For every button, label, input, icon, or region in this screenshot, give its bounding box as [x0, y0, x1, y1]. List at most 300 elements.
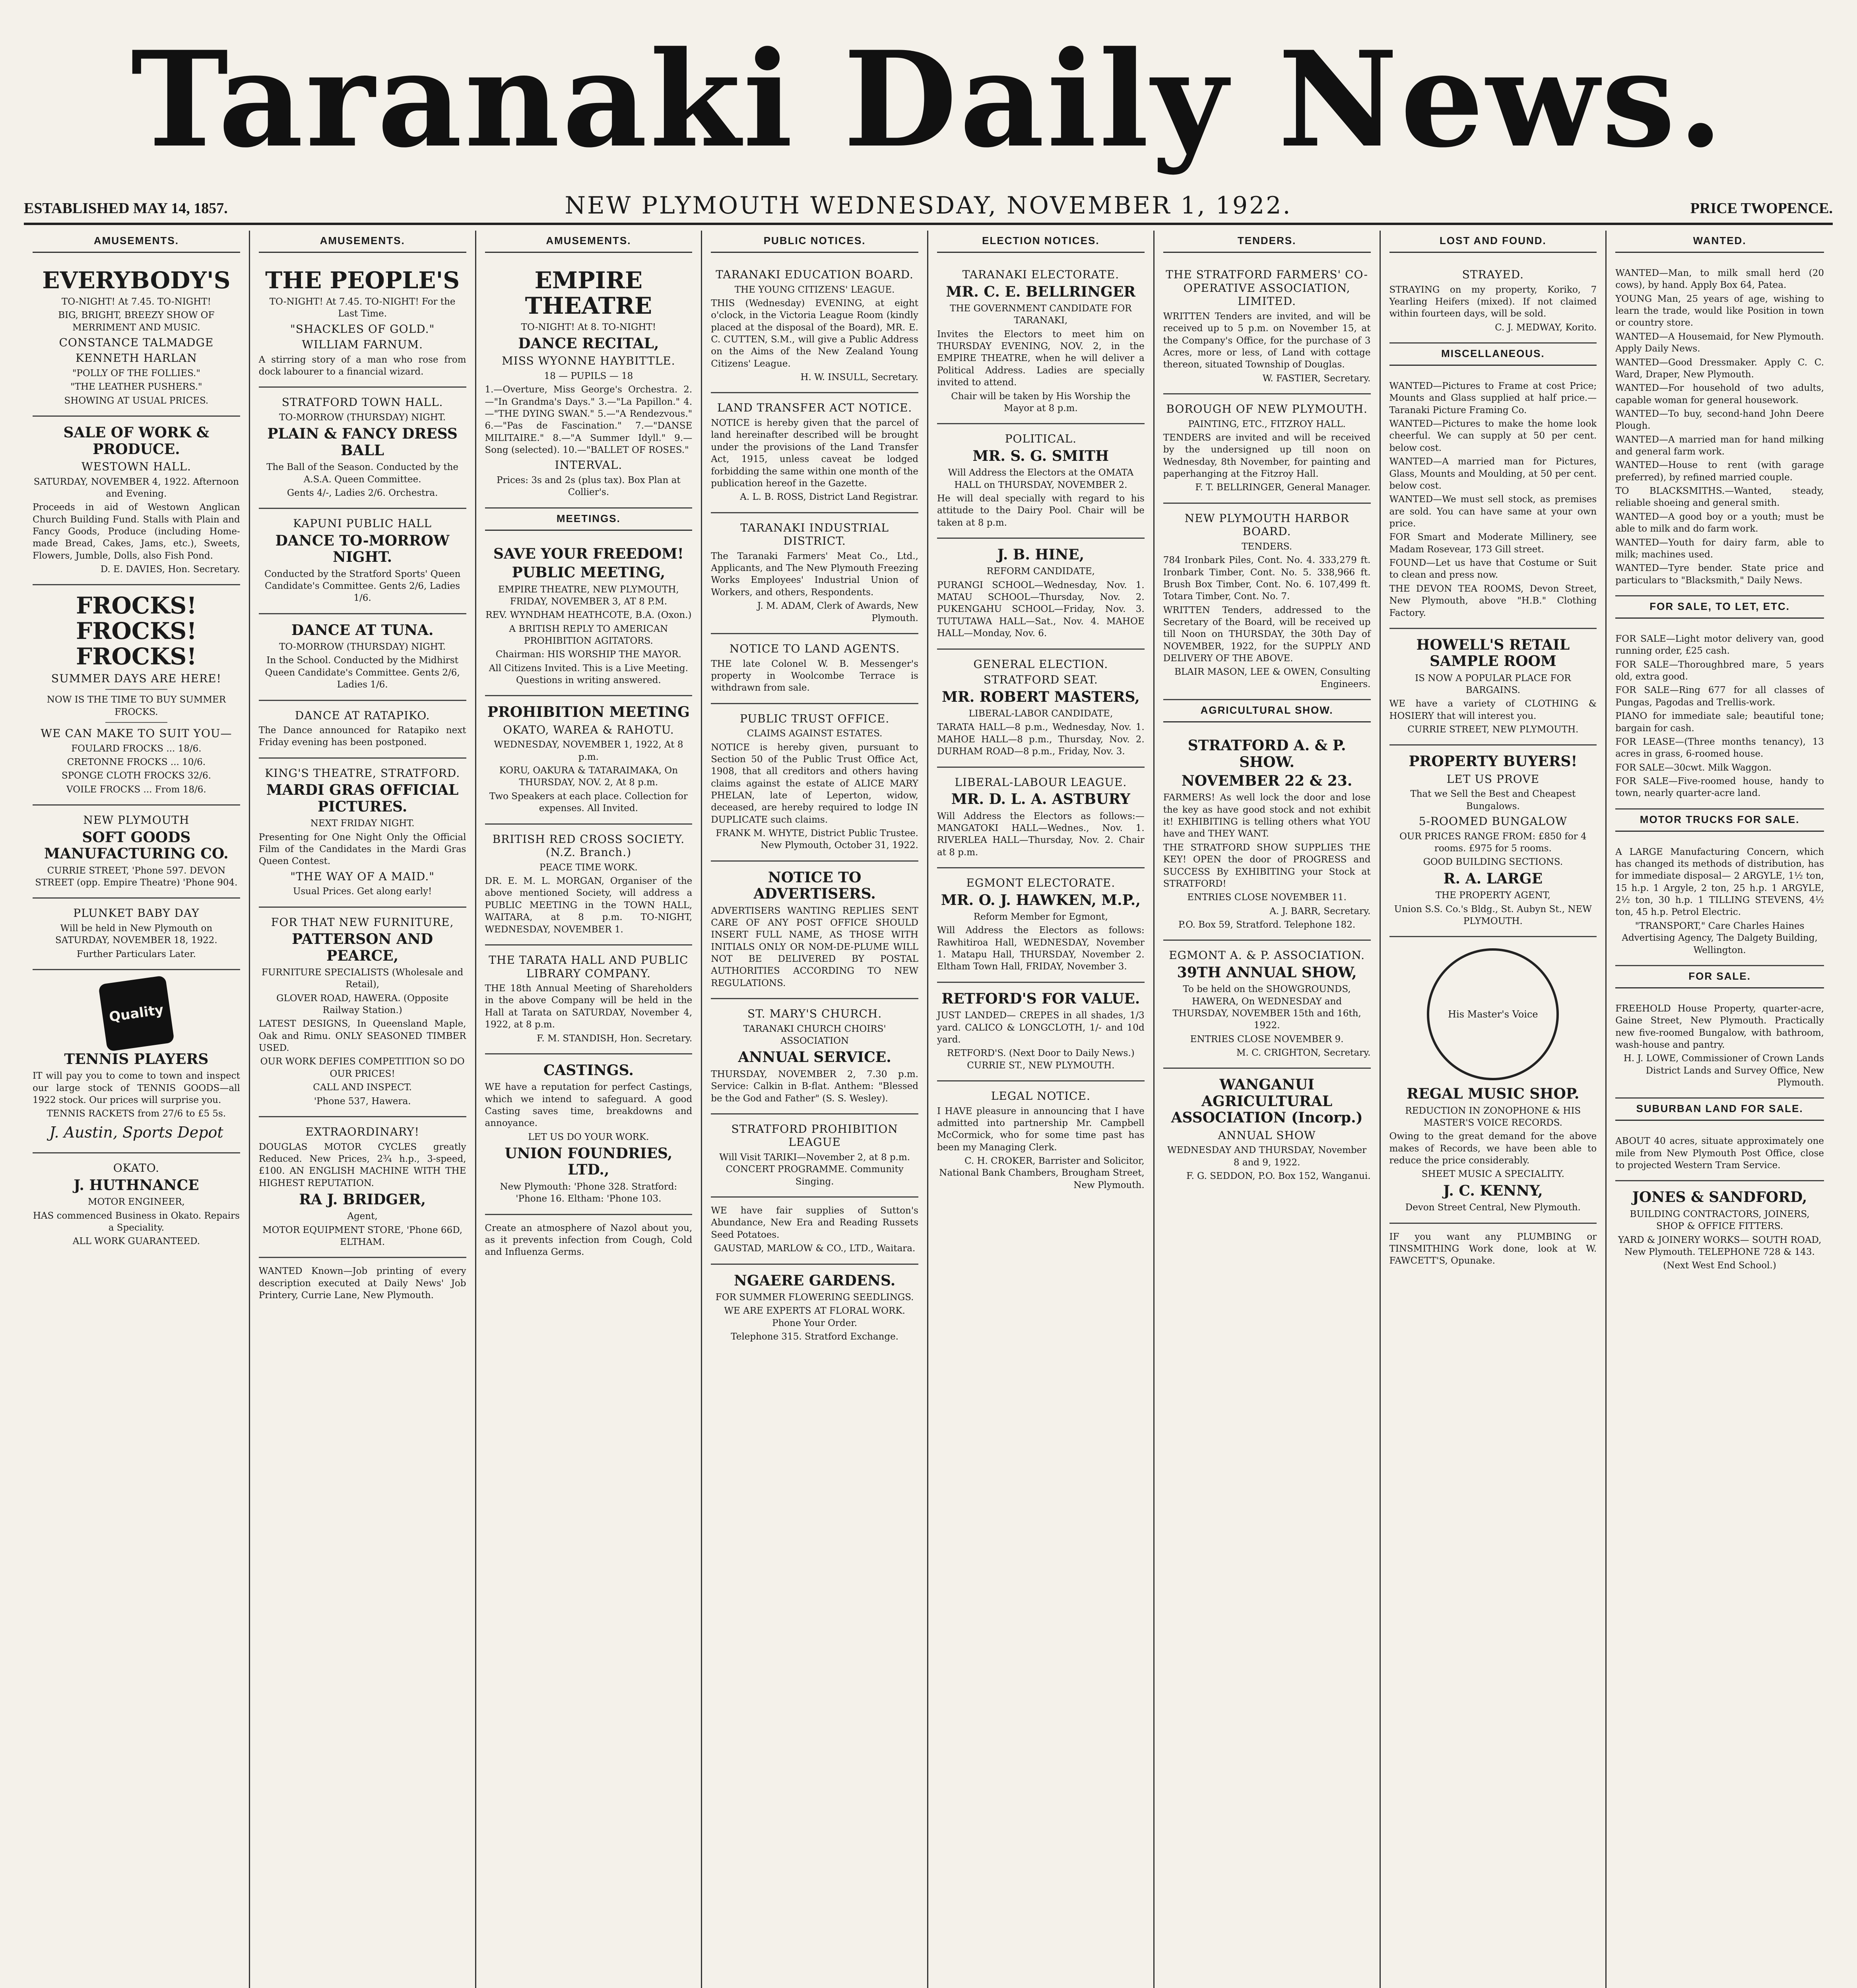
ad-text: DR. E. M. L. MORGAN, Organiser of the above mentioned Society, will address a PUBLIC MEETING in the TOWN HALL, WAITARA, at 8 p.m. TO-NIGHT, WEDNESDAY, NOVEMBER 1.: [485, 876, 693, 935]
ad-text: Owing to the great demand for the above makes of Records, we have been able to reduce the price considerably.: [1389, 1131, 1597, 1166]
ad-masters: [937, 650, 1145, 768]
ad-line: UNION FOUNDRIES, LTD.,: [505, 1145, 673, 1178]
column-7: [1381, 231, 1607, 1988]
ad-regal-music: [1389, 937, 1597, 1223]
ad-line: DANCE RECITAL,: [518, 335, 659, 352]
ad-text: IT will pay you to come to town and inspect our large stock of TENNIS GOODS—all 1922 stock. Our prices will surprise you.: [33, 1071, 240, 1105]
ad-line: Agent,: [347, 1211, 378, 1222]
ad-line: CLAIMS AGAINST ESTATES.: [747, 728, 883, 739]
ad-line: SUMMER DAYS ARE HERE!: [51, 672, 221, 685]
ad-line: Conducted by the Stratford Sports' Queen Candidate's Committee. Gents 2/6, Ladies 1/6.: [264, 569, 461, 604]
list-item: FOR SALE—30cwt. Milk Waggon.: [1615, 762, 1772, 773]
ad-text: STRAYING on my property, Koriko, 7 Yearling Heifers (mixed). If not claimed within fourteen days, will be sold.: [1389, 284, 1597, 319]
ad-signature: W. FASTIER, Secretary.: [1262, 373, 1371, 384]
ad-land-transfer: [711, 393, 918, 513]
ad-title: NEW PLYMOUTH HARBOR BOARD.: [1184, 511, 1349, 538]
ad-title: STRATFORD A. & P. SHOW.: [1188, 737, 1346, 771]
column-heading: TENDERS.: [1163, 231, 1371, 253]
ad-line: MR. S. G. SMITH: [972, 447, 1109, 464]
ad-title: SOFT GOODS MANUFACTURING CO.: [44, 829, 229, 862]
ad-strayed: [1389, 260, 1597, 344]
divider: [105, 722, 168, 723]
ad-title: SALE OF WORK & PRODUCE.: [63, 424, 210, 458]
ad-title: PLUNKET BABY DAY: [73, 907, 200, 920]
ad-line: RA J. BRIDGER,: [299, 1191, 426, 1208]
ad-line: MR. C. E. BELLRINGER: [946, 283, 1136, 300]
ad-title: TARANAKI EDUCATION BOARD.: [716, 268, 914, 281]
section-heading: FOR SALE.: [1615, 966, 1824, 988]
ad-line: MOTOR EQUIPMENT STORE, 'Phone 66D, ELTHAM.: [262, 1225, 463, 1248]
list-item: FOR SALE—Five-roomed house, handy to town, nearly quarter-acre land.: [1615, 776, 1824, 799]
ad-title: ST. MARY'S CHURCH.: [747, 1007, 882, 1021]
ad-signature: FRANK M. WHYTE, District Public Trustee. New Plymouth, October 31, 1922.: [716, 828, 918, 851]
list-item: FOUND—Let us have that Costume or Suit to clean and press now.: [1389, 558, 1597, 580]
list-item: WANTED—We must sell stock, as premises are sold. You can have same at your own price.: [1389, 494, 1597, 529]
ad-line: WE ARE EXPERTS AT FLORAL WORK. Phone Your Order.: [724, 1306, 905, 1328]
list-item: WANTED—Man, to milk small herd (20 cows), by hand. Apply Box 64, Patea.: [1615, 268, 1824, 291]
ad-line: (Next West End School.): [1663, 1260, 1776, 1271]
ad-text: FREEHOLD House Property, quarter-acre, Gaine Street, New Plymouth. Practically new five-roomed Bungalow, with bathroom, wash-house and pantry.: [1615, 1003, 1824, 1050]
ad-line: REFORM CANDIDATE,: [986, 566, 1095, 577]
ad-title: NOTICE TO ADVERTISERS.: [753, 869, 876, 903]
ad-nazol: [485, 1215, 693, 1267]
ad-harbor-board: [1163, 504, 1371, 701]
ad-line: SHEET MUSIC A SPECIALITY.: [1421, 1169, 1564, 1180]
ad-text: TARATA HALL—8 p.m., Wednesday, Nov. 1. MAHOE HALL—8 p.m., Thursday, Nov. 2. DURHAM ROAD—8 p.m., Friday, Nov. 3.: [937, 722, 1145, 757]
list-item: FOR SALE—Thoroughbred mare, 5 years old, extra good.: [1615, 659, 1824, 682]
ad-title: J. HUTHNANCE: [74, 1177, 199, 1194]
ad-line: PUBLIC MEETING,: [512, 564, 666, 581]
ad-line: THE GOVERNMENT CANDIDATE FOR TARANAKI,: [950, 303, 1132, 326]
ad-text: WRITTEN Tenders are invited, and will be received up to 5 p.m. on November 15, at the Company's Office, for the purchase of 3 Acres, more or less, of Land with cottage thereon, situated Township of Douglas.: [1163, 311, 1371, 370]
ad-title: THE STRATFORD FARMERS' CO-OPERATIVE ASSOCIATION, LIMITED.: [1166, 268, 1368, 308]
ad-line: TO-MORROW (THURSDAY) NIGHT.: [279, 642, 446, 652]
ad-line: INTERVAL.: [555, 458, 623, 472]
ad-line: BIG, BRIGHT, BREEZY SHOW OF MERRIMENT AND MUSIC.: [58, 310, 215, 333]
column-3: [476, 231, 702, 1988]
ad-line: R. A. LARGE: [1443, 870, 1543, 887]
ad-title: EXTRAORDINARY!: [305, 1125, 419, 1138]
ad-line: GOOD BUILDING SECTIONS.: [1423, 857, 1563, 868]
ad-tuna: [259, 614, 466, 701]
ad-line: TO-NIGHT! At 7.45. TO-NIGHT! For the Last Time.: [269, 296, 456, 319]
ad-text: A stirring story of a man who rose from dock labourer to a financial wizard.: [258, 354, 466, 377]
column-heading: AMUSEMENTS.: [33, 231, 240, 253]
ad-title: NOTICE TO LAND AGENTS.: [729, 642, 900, 655]
ad-text: DOUGLAS MOTOR CYCLES greatly Reduced. New Prices, 2¾ h.p., 3-speed, £100. AN ENGLISH MACHINE WITH THE HIGHEST REPUTATION.: [258, 1142, 466, 1188]
ad-job-printing: [259, 1258, 466, 1310]
ad-line: Will Visit TARIKI—November 2, at 8 p.m. CONCERT PROGRAMME. Community Singing.: [719, 1152, 910, 1187]
ad-astbury: [937, 768, 1145, 868]
ad-line: "THE WAY OF A MAID.": [290, 870, 435, 883]
ad-line: OUR PRICES RANGE FROM: £850 for 4 rooms. £975 for 5 rooms.: [1399, 831, 1587, 854]
ad-line: MOTOR ENGINEER,: [87, 1197, 185, 1208]
dateline: [24, 187, 1833, 225]
ad-okato: [33, 1153, 240, 1256]
ad-title: CASTINGS.: [543, 1062, 634, 1079]
ad-text: A LARGE Manufacturing Concern, which has changed its methods of distribution, has for immediate disposal— 2 ARGYLE, 1½ ton, 15 h.p. 1 Argyle, 2 ton, 25 h.p. 1 ARGYLE, 2½ ton, 30 h.p. 1 TILLING STEVENS, 4½ ton, 45 h.p. Petrol Electric.: [1615, 846, 1824, 918]
ad-line: Chairman: HIS WORSHIP THE MAYOR.: [495, 649, 681, 660]
ad-line: CURRIE STREET, NEW PLYMOUTH.: [1407, 724, 1579, 735]
ad-title: HOWELL'S RETAIL SAMPLE ROOM: [1416, 636, 1570, 670]
ad-text: Will Address the Electors as follows:— MANGATOKI HALL—Wednes., Nov. 1. RIVERLEA HALL—Thursday, Nov. 2. Chair at 8 p.m.: [937, 811, 1145, 858]
ad-text: WE have a reputation for perfect Castings, which we intend to safeguard. A good Casting saves time, breakdowns and annoyance.: [485, 1082, 693, 1129]
ad-line: New Plymouth: 'Phone 328. Stratford: 'Phone 16. Eltham: 'Phone 103.: [500, 1181, 677, 1204]
handwritten-signature: J. Austin, Sports Depot: [49, 1123, 223, 1141]
ad-save-your-freedom: [485, 538, 693, 697]
ad-text: WANTED Known—Job printing of every description executed at Daily News' Job Printery, Currie Lane, New Plymouth.: [258, 1266, 466, 1301]
ad-line: STRATFORD SEAT.: [983, 673, 1098, 687]
ad-title: BOROUGH OF NEW PLYMOUTH.: [1166, 402, 1368, 415]
ad-line: TO-NIGHT! At 7.45. TO-NIGHT!: [61, 296, 211, 307]
ad-line: 'Phone 537, Hawera.: [314, 1096, 411, 1107]
ad-title: JONES & SANDFORD,: [1632, 1189, 1807, 1206]
ad-smith: [937, 424, 1145, 539]
ad-line: ANNUAL SERVICE.: [738, 1049, 891, 1066]
ad-title: NGAERE GARDENS.: [733, 1272, 896, 1289]
ad-line: FOR SUMMER FLOWERING SEEDLINGS.: [715, 1292, 914, 1303]
ad-signature: M. C. CRIGHTON, Secretary.: [1236, 1048, 1371, 1058]
ad-text: Create an atmosphere of Nazol about you, as it prevents infection from Cough, Cold and Influenza Germs.: [485, 1223, 693, 1258]
ad-title: DANCE AT RATAPIKO.: [295, 709, 430, 722]
ad-line: MARDI GRAS OFFICIAL PICTURES.: [266, 782, 459, 815]
list-item: THE DEVON TEA ROOMS, Devon Street, New Plymouth, above "H.B." Clothing Factory.: [1389, 583, 1597, 618]
ad-property-buyers: [1389, 746, 1597, 937]
ad-title: MR. D. L. A. ASTBURY: [951, 791, 1130, 808]
ad-text: ABOUT 40 acres, situate approximately one mile from New Plymouth Post Office, close to projected Western Tram Service.: [1615, 1136, 1824, 1171]
ad-line: TO-MORROW (THURSDAY) NIGHT.: [279, 412, 446, 423]
ad-text: I HAVE pleasure in announcing that I have admitted into partnership Mr. Campbell McCormick, who for some time past has been my Managing Clerk.: [937, 1106, 1145, 1153]
ad-line: CONSTANCE TALMADGE: [59, 336, 214, 349]
ad-notice-to-advertisers: [711, 862, 918, 999]
ad-line: CALL AND INSPECT.: [313, 1082, 412, 1093]
ad-legal-notice: [937, 1081, 1145, 1200]
ad-line: Will Address the Electors at the OMATA HALL on THURSDAY, NOVEMBER 2.: [948, 468, 1134, 490]
logo-caption: His Master's Voice: [1448, 1009, 1538, 1020]
ad-line: "THE LEATHER PUSHERS.": [70, 382, 202, 392]
list-item: WANTED—To buy, second-hand John Deere Plough.: [1615, 408, 1824, 431]
ad-line: EGMONT ELECTORATE.: [966, 876, 1116, 889]
ad-text: WRITTEN Tenders, addressed to the Secretary of the Board, will be received up till Noon on THURSDAY, the 30th Day of NOVEMBER, 1922, for the SUPPLY AND DELIVERY OF THE ABOVE.: [1163, 605, 1371, 664]
ad-text: FARMERS! As well lock the door and lose the key as have good stock and not exhibit it! EXHIBITING is telling others what YOU have and THEY WANT.: [1163, 792, 1371, 839]
ad-line: The Ball of the Season. Conducted by the A.S.A. Queen Committee.: [266, 462, 459, 485]
list-item: YOUNG Man, 25 years of age, wishing to learn the trade, would like Position in town or country store.: [1615, 293, 1824, 328]
ad-line: Telephone 315. Stratford Exchange.: [731, 1332, 898, 1342]
ad-seed-potatoes: [711, 1198, 918, 1264]
section-heading: MEETINGS.: [485, 509, 693, 531]
ad-plunket: [33, 899, 240, 970]
ad-line: SPONGE CLOTH FROCKS 32/6.: [61, 771, 211, 781]
list-item: WANTED—A married man for hand milking and general farm work.: [1615, 434, 1824, 457]
ad-title: PROHIBITION MEETING: [487, 704, 690, 721]
ad-title: LAND TRANSFER ACT NOTICE.: [717, 401, 912, 415]
ad-empire-theatre: [485, 260, 693, 509]
ad-text: Proceeds in aid of Westown Anglican Church Building Fund. Stalls with Plain and Fancy Goods, Produce (including Home-made Bread, Cakes, Jams, etc.), Sweets, Flowers, Jumble, Dolls, also Fish Pond.: [33, 502, 240, 561]
ad-line: All Citizens Invited. This is a Live Meeting. Questions in writing answered.: [489, 663, 688, 686]
ad-line: LIBERAL-LABOUR LEAGUE.: [955, 775, 1127, 789]
ad-tarata-hall: [485, 945, 693, 1054]
ad-text: THIS (Wednesday) EVENING, at eight o'clock, in the Victoria League Room (kindly placed at the disposal of the Board), MR. E. C. CUTTEN, S.M., will give a Public Address on the Aims of the New Zealand Young Citizens' League.: [711, 298, 918, 369]
ad-line: WILLIAM FARNUM.: [302, 338, 423, 351]
ad-st-marys: [711, 999, 918, 1114]
ad-line: TENNIS RACKETS from 27/6 to £5 5s.: [47, 1109, 226, 1119]
ad-line: Usual Prices. Get along early!: [293, 886, 432, 897]
ad-signature: H. J. LOWE, Commissioner of Crown Lands District Lands and Survey Office, New Plymouth.: [1623, 1053, 1824, 1088]
ad-signature: C. H. CROKER, Barrister and Solicitor, National Bank Chambers, Brougham Street, New Plymouth.: [939, 1155, 1145, 1190]
ad-kapuni: [259, 509, 466, 614]
ad-text: WE have fair supplies of Sutton's Abundance, New Era and Reading Russets Seed Potatoes.: [711, 1206, 918, 1240]
list-item: WANTED—A good boy or a youth; must be able to milk and do farm work.: [1615, 511, 1824, 534]
ad-line: "SHACKLES OF GOLD.": [290, 322, 435, 336]
ad-line: OUR WORK DEFIES COMPETITION SO DO OUR PRICES!: [260, 1056, 465, 1079]
ad-line: LET US DO YOUR WORK.: [528, 1132, 649, 1142]
ad-line: ANNUAL SHOW: [1218, 1128, 1316, 1142]
list-item: FOR LEASE—(Three months tenancy), 13 acres in grass, 6-roomed house.: [1615, 736, 1824, 759]
ad-signature: GAUSTAD, MARLOW & CO., LTD., Waitara.: [714, 1243, 916, 1254]
ad-line: LET US PROVE: [1446, 772, 1540, 786]
ad-signature: A. J. BARR, Secretary.: [1269, 906, 1371, 916]
ad-signature: F. M. STANDISH, Hon. Secretary.: [537, 1033, 693, 1044]
ad-land-agents: [711, 634, 918, 704]
column-8: [1607, 231, 1833, 1988]
list-item: WANTED—Good Dressmaker. Apply C. C. Ward, Draper, New Plymouth.: [1615, 357, 1824, 380]
ad-hawken: [937, 868, 1145, 983]
ad-line: WEDNESDAY AND THURSDAY, November 8 and 9, 1922.: [1167, 1145, 1367, 1168]
ad-title: LEGAL NOTICE.: [991, 1089, 1091, 1103]
list-item: WANTED—Pictures to make the home look cheerful. We can supply at 50 per cent. below cost.: [1389, 419, 1597, 453]
ad-text: IF you want any PLUMBING or TINSMITHING Work done, look at W. FAWCETT'S, Opunake.: [1389, 1231, 1597, 1266]
ad-title: SAVE YOUR FREEDOM!: [493, 545, 684, 562]
ad-line: ENTRIES CLOSE NOVEMBER 9.: [1190, 1034, 1344, 1044]
ad-title: THE PEOPLE'S: [265, 267, 460, 294]
ad-line: 18 — PUPILS — 18: [544, 371, 633, 381]
ad-line: "POLLY OF THE FOLLIES.": [72, 368, 200, 379]
column-heading: AMUSEMENTS.: [485, 231, 693, 253]
ad-line: NOVEMBER 22 & 23.: [1181, 772, 1352, 789]
ad-stratford-show: [1163, 730, 1371, 941]
ad-line: TENDERS.: [1242, 541, 1292, 552]
ad-title: STRATFORD PROHIBITION LEAGUE: [731, 1122, 898, 1149]
ad-signature: "TRANSPORT," Care Charles Haines Advertising Agency, The Dalgety Building, Wellington.: [1622, 920, 1818, 955]
ad-text: THE 18th Annual Meeting of Shareholders in the above Company will be held in the Hall at Tarata on SATURDAY, November 4, 1922, at 8 p.m.: [485, 983, 693, 1030]
ad-title: REGAL MUSIC SHOP.: [1407, 1085, 1580, 1103]
ad-line: That we Sell the Best and Cheapest Bungalows.: [1410, 789, 1576, 812]
ad-signature: H. W. INSULL, Secretary.: [800, 372, 918, 383]
list-item: FOR Smart and Moderate Millinery, see Madam Rosevear, 173 Gill street.: [1389, 532, 1597, 555]
ad-motor-trucks: [1615, 839, 1824, 966]
ad-howells: [1389, 629, 1597, 746]
ad-text: THURSDAY, NOVEMBER 2, 7.30 p.m. Service: Calkin in B-flat. Anthem: "Blessed be the God and Father" (S. S. Wesley).: [711, 1069, 918, 1104]
ad-title: MR. O. J. HAWKEN, M.P.,: [941, 891, 1141, 909]
column-heading: LOST AND FOUND.: [1389, 231, 1597, 253]
ad-line: Chair will be taken by His Worship the Mayor at 8 p.m.: [951, 391, 1131, 414]
ad-title: KING'S THEATRE, STRATFORD.: [265, 766, 460, 780]
list-item: TO BLACKSMITHS.—Wanted, steady, reliable shoeing and general smith.: [1615, 486, 1824, 509]
ad-signature: D. E. DAVIES, Hon. Secretary.: [100, 564, 240, 575]
list-item: WANTED—For household of two adults, capable woman for general housework.: [1615, 383, 1824, 406]
ad-text: LATEST DESIGNS, In Queensland Maple, Oak and Rimu. ONLY SEASONED TIMBER USED.: [258, 1019, 466, 1054]
ad-line: FOR THAT NEW FURNITURE,: [271, 915, 454, 929]
ad-title: EMPIRE THEATRE: [525, 267, 652, 319]
ad-line: NEXT FRIDAY NIGHT.: [310, 818, 415, 829]
list-item: WANTED—Tyre bender. State price and particulars to "Blacksmith," Daily News.: [1615, 563, 1824, 586]
ad-text: TENDERS are invited and will be received by the undersigned up till noon on Wednesday, 8th November, for painting and paperhanging at the Fitzroy Hall.: [1163, 432, 1371, 479]
ad-castings: [485, 1054, 693, 1215]
ad-sale-of-work: [33, 417, 240, 585]
ad-line: PAINTING, ETC., FITZROY HALL.: [1188, 419, 1346, 429]
ad-for-sale-list: [1615, 626, 1824, 810]
ad-title: STRAYED.: [1462, 268, 1524, 281]
ad-line: HAS commenced Business in Okato. Repairs a Speciality.: [33, 1210, 240, 1233]
ad-freehold: [1615, 996, 1824, 1099]
list-item: WANTED—House to rent (with garage preferred), by refined married couple.: [1615, 460, 1824, 483]
ad-line: NEW PLYMOUTH: [83, 813, 190, 827]
ad-title: TARANAKI INDUSTRIAL DISTRICT.: [740, 521, 889, 548]
ad-wanganui-show: [1163, 1069, 1371, 1191]
ad-line: Prices: 3s and 2s (plus tax). Box Plan at Collier's.: [497, 475, 681, 498]
ad-title: MR. ROBERT MASTERS,: [941, 688, 1140, 705]
ad-line: PEACE TIME WORK.: [539, 862, 638, 873]
ad-line: KORU, OAKURA & TATARAIMAKA, On THURSDAY, NOV. 2, At 8 p.m.: [499, 765, 678, 788]
ad-plumbing: [1389, 1224, 1597, 1276]
column-5: [928, 231, 1155, 1988]
ad-line: Two Speakers at each place. Collection for expenses. All Invited.: [489, 791, 688, 814]
ad-line: IS NOW A POPULAR PLACE FOR BARGAINS.: [1415, 673, 1571, 695]
ad-public-trust: [711, 704, 918, 862]
ad-line: Union S.S. Co.'s Bldg., St. Aubyn St., NEW PLYMOUTH.: [1394, 904, 1592, 926]
ad-peoples: [259, 260, 466, 388]
ad-ngaere-gardens: [711, 1265, 918, 1352]
ad-line: ENTRIES CLOSE NOVEMBER 11.: [1187, 892, 1347, 903]
ad-line: OKATO.: [113, 1161, 160, 1175]
divider: [105, 689, 168, 690]
ad-title: TARANAKI ELECTORATE.: [962, 268, 1120, 281]
ad-egmont-show: [1163, 941, 1371, 1069]
ad-signature: BLAIR MASON, LEE & OWEN, Consulting Engineers.: [1174, 667, 1371, 689]
ad-line: P.O. Box 59, Stratford. Telephone 182.: [1178, 919, 1356, 930]
ad-signature: C. J. MEDWAY, Korito.: [1495, 322, 1597, 333]
ad-line: BUILDING CONTRACTORS, JOINERS, SHOP & OFFICE FITTERS.: [1630, 1209, 1810, 1232]
ad-prohibition-meeting: [485, 696, 693, 824]
ad-text: Invites the Electors to meet him on THURSDAY EVENING, NOV. 2, in the EMPIRE THEATRE, when he will deliver a Political Address. Ladies are specially invited to attend.: [937, 329, 1145, 388]
quality-logo: Quality: [98, 975, 175, 1052]
ad-line: FURNITURE SPECIALISTS (Wholesale and Retail),: [262, 967, 464, 990]
ad-title: THE TARATA HALL AND PUBLIC LIBRARY COMPANY.: [489, 953, 689, 980]
ad-tennis: [33, 970, 240, 1154]
ad-text: PURANGI SCHOOL—Wednesday, Nov. 1. MATAU SCHOOL—Thursday, Nov. 2. PUKENGAHU SCHOOL—Friday, Nov. 3. TUTUTAWA HALL—Sat., Nov. 4. MAHOE HALL—Monday, Nov. 6.: [937, 580, 1145, 639]
ad-red-cross: [485, 825, 693, 945]
ad-line: THE PROPERTY AGENT,: [1435, 890, 1551, 901]
section-heading: MOTOR TRUCKS FOR SALE.: [1615, 810, 1824, 832]
ad-frocks: [33, 585, 240, 806]
ad-title: DANCE AT TUNA.: [291, 621, 434, 639]
ad-education-board: [711, 260, 918, 393]
ad-line: Further Particulars Later.: [76, 949, 196, 959]
ad-text: Will Address the Electors as follows: Rawhitiroa Hall, WEDNESDAY, November 1. Matapu Hall, THURSDAY, November 2. Eltham Town Hall, FRIDAY, November 3.: [937, 925, 1145, 972]
ad-suburban-land: [1615, 1128, 1824, 1181]
ad-soft-goods: [33, 806, 240, 899]
ad-line: TO-NIGHT! At 8. TO-NIGHT!: [521, 322, 656, 332]
column-2: [250, 231, 476, 1988]
ad-line: Will be held in New Plymouth on SATURDAY, NOVEMBER 18, 1922.: [55, 923, 217, 946]
list-item: WANTED—A Housemaid, for New Plymouth. Apply Daily News.: [1615, 331, 1824, 354]
ad-line: 39TH ANNUAL SHOW,: [1177, 964, 1357, 981]
ad-line: REV. WYNDHAM HEATHCOTE, B.A. (Oxon.): [485, 610, 692, 621]
ad-title: KAPUNI PUBLIC HALL: [293, 517, 432, 530]
ad-jones-sandford: [1615, 1181, 1824, 1280]
ad-retfords: [937, 983, 1145, 1081]
ad-title: BRITISH RED CROSS SOCIETY. (N.Z. Branch.): [492, 832, 685, 859]
ad-bellringer: [937, 260, 1145, 424]
ad-text: NOTICE is hereby given, pursuant to Section 50 of the Public Trust Office Act, 1908, that all creditors and others having claims against the estate of ALICE MARY PHELAN, late of Leperton, widow, deceased, are hereby required to lodge IN DUPLICATE such claims.: [711, 742, 918, 825]
ad-text: Presenting for One Night Only the Official Film of the Candidates in the Mardi Gras Queen Contest.: [258, 832, 466, 867]
his-masters-voice-logo: [1427, 948, 1559, 1080]
ad-everybodys: [33, 260, 240, 417]
ad-kings-theatre: [259, 759, 466, 908]
ad-line: LIBERAL-LABOR CANDIDATE,: [968, 709, 1113, 719]
ad-line: OKATO, WAREA & RAHOTU.: [503, 723, 674, 736]
ad-title: POLITICAL.: [1005, 432, 1077, 446]
section-heading: SUBURBAN LAND FOR SALE.: [1615, 1099, 1824, 1121]
ad-text: WE have a variety of CLOTHING & HOSIERY that will interest you.: [1389, 699, 1597, 721]
ad-ratapiko: [259, 701, 466, 759]
ad-title: TENNIS PLAYERS: [64, 1050, 209, 1068]
section-heading: AGRICULTURAL SHOW.: [1163, 700, 1371, 722]
ad-stratford-hall: [259, 388, 466, 509]
ad-text: The Taranaki Farmers' Meat Co., Ltd., Applicants, and The New Plymouth Freezing Works Employees' Industrial Union of Workers, and others, Respondents.: [711, 551, 918, 598]
list-item: FOR SALE—Ring 677 for all classes of Pungas, Pagodas and Trellis-work.: [1615, 685, 1824, 708]
ad-line: WE CAN MAKE TO SUIT YOU—: [41, 727, 232, 740]
ad-title: FROCKS! FROCKS! FROCKS!: [76, 592, 197, 670]
ad-line: WEDNESDAY, NOVEMBER 1, 1922, At 8 p.m.: [494, 740, 683, 762]
ad-title: PROPERTY BUYERS!: [1409, 753, 1578, 770]
ad-line: KENNETH HARLAN: [75, 351, 197, 365]
ad-line: REDUCTION IN ZONOPHONE & HIS MASTER'S VOICE RECORDS.: [1405, 1105, 1581, 1128]
ad-text: JUST LANDED— CREPES in all shades, 1/3 yard. CALICO & LONGCLOTH, 1/- and 10d yard.: [937, 1010, 1145, 1045]
ad-line: A BRITISH REPLY TO AMERICAN PROHIBITION AGITATORS.: [509, 623, 668, 646]
ad-title: RETFORD'S FOR VALUE.: [941, 990, 1140, 1007]
place-date: NEW PLYMOUTH WEDNESDAY, NOVEMBER 1, 1922.: [565, 192, 1292, 219]
list-item: WANTED—A married man for Pictures, Glass, Mounts and Moulding, at 50 per cent. below cost.: [1389, 456, 1597, 491]
ad-text: ADVERTISERS WANTING REPLIES SENT CARE OF ANY POST OFFICE SHOULD INSERT FULL NAME, AS THOSE WITH INITIALS ONLY OR NOM-DE-PLUME WILL NOT BE DELIVERED BY POSTAL AUTHORITIES ACCORDING TO NEW REGULATIONS.: [711, 905, 918, 988]
ad-text: NOTICE is hereby given that the parcel of land hereinafter described will be brought under the provisions of the Land Transfer Act, 1915, unless caveat be lodged forbidding the same within one month of the publication hereof in the Gazette.: [711, 418, 918, 489]
ad-text: THE late Colonel W. B. Messenger's property in Woolcombe Terrace is withdrawn from sale.: [711, 658, 918, 693]
ad-farmers-coop: [1163, 260, 1371, 394]
ad-line: RETFORD'S. (Next Door to Daily News.) CURRIE ST., NEW PLYMOUTH.: [947, 1048, 1135, 1071]
ad-signature: F. T. BELLRINGER, General Manager.: [1195, 482, 1371, 493]
ad-text: THE STRATFORD SHOW SUPPLIES THE KEY! OPEN the door of PROGRESS and SUCCESS By EXHIBITING your Stock at STRATFORD!: [1163, 842, 1371, 889]
ad-line: GENERAL ELECTION.: [973, 657, 1108, 671]
ad-signature: J. M. ADAM, Clerk of Awards, New Plymouth.: [757, 601, 918, 623]
ad-signature: F. G. SEDDON, P.O. Box 152, Wanganui.: [1186, 1171, 1371, 1181]
ad-line: DANCE TO-MORROW NIGHT.: [275, 532, 450, 566]
column-heading: ELECTION NOTICES.: [937, 231, 1145, 253]
ad-line: TARANAKI CHURCH CHOIRS' ASSOCIATION: [743, 1023, 886, 1046]
column-heading: WANTED.: [1615, 231, 1824, 253]
ad-line: Devon Street Central, New Plymouth.: [1405, 1202, 1581, 1213]
ad-title: EVERYBODY'S: [42, 267, 231, 294]
ad-line: NOW IS THE TIME TO BUY SUMMER FROCKS.: [47, 695, 226, 717]
ad-wanted-list: [1615, 260, 1824, 596]
ad-extraordinary: [259, 1117, 466, 1258]
ad-line: GLOVER ROAD, HAWERA. (Opposite Railway Station.): [276, 993, 449, 1016]
ad-line: SATURDAY, NOVEMBER 4, 1922. Afternoon and Evening.: [33, 476, 239, 499]
list-item: WANTED—Youth for dairy farm, able to milk; machines used.: [1615, 537, 1824, 560]
ad-title: EGMONT A. & P. ASSOCIATION.: [1169, 949, 1365, 962]
column-6: [1155, 231, 1381, 1988]
column-heading: PUBLIC NOTICES.: [711, 231, 918, 253]
ad-line: YARD & JOINERY WORKS— SOUTH ROAD, New Plymouth. TELEPHONE 728 & 143.: [1618, 1235, 1822, 1257]
